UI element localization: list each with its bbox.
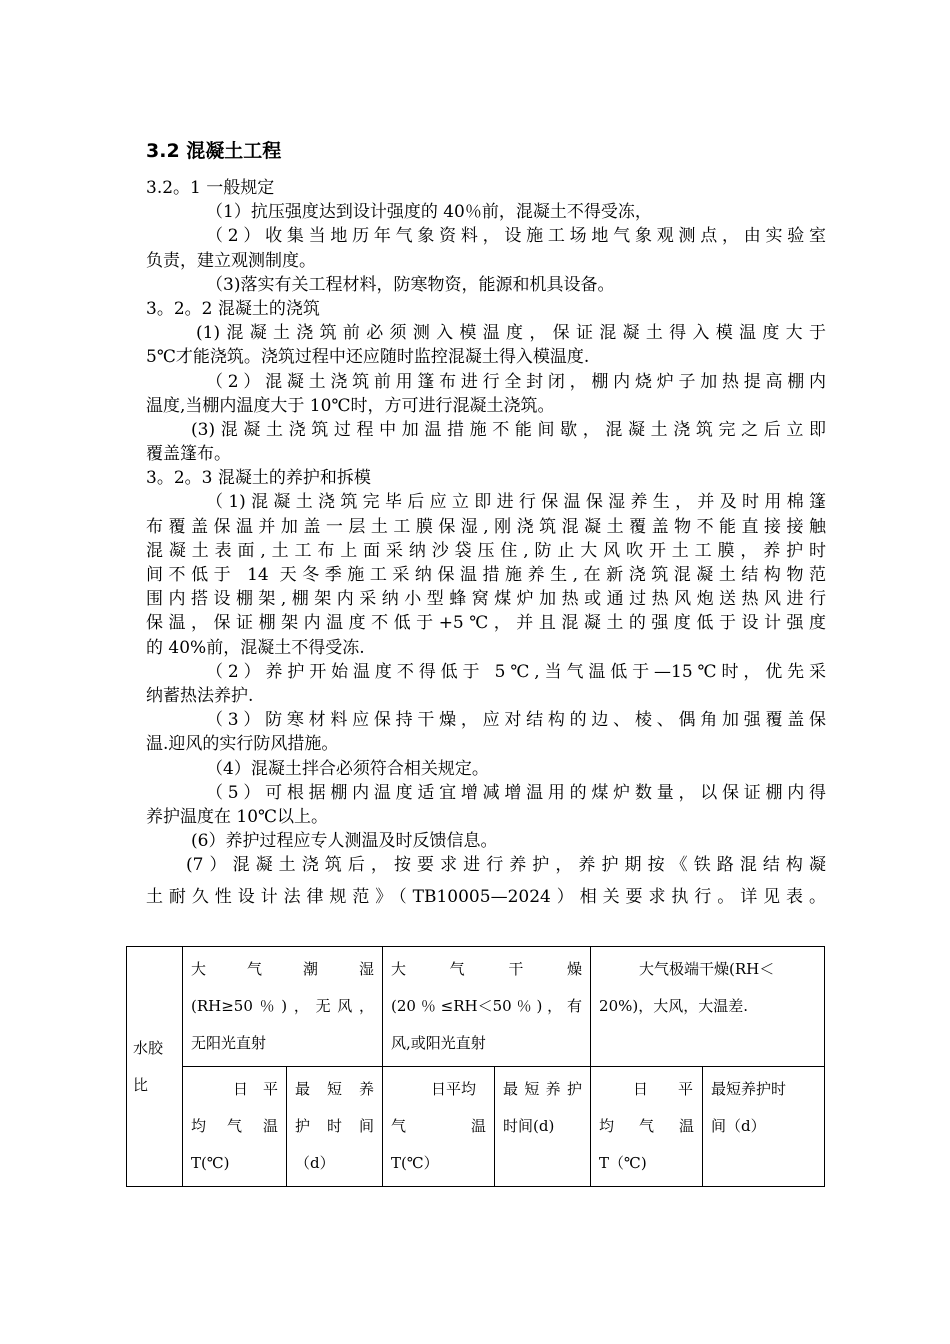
subsection-heading: 3。2。2 混凝土的浇筑 [146,298,320,319]
cell-text: 气 温 [391,1117,487,1135]
paragraph-line: 保温，保证棚架内温度不低于+5℃，并且混凝土的强度低于设计强度 [146,613,826,634]
paragraph-line: 覆盖篷布。 [146,444,231,465]
group-header-extreme-dry [591,947,825,1067]
paragraph-line: 布覆盖保温并加盖一层土工膜保湿,刚浇筑混凝土覆盖物不能直接接触 [146,516,826,537]
paragraph-line: 温.迎风的实行防风措施。 [146,734,339,755]
paragraph-line: 纳蓄热法养护. [146,685,254,706]
paragraph-line: 围内搭设棚架,棚架内采纳小型蜂窝煤炉加热或通过热风炮送热风进行 [146,589,826,610]
cell-text: T(℃) [191,1154,230,1172]
paragraph-line: 间不低于 14 天冬季施工采纳保温措施养生,在新浇筑混凝土结构物范 [146,565,826,585]
cell-text: 20%)，大风，大温差. [599,997,748,1015]
paragraph-line: 混凝土表面,土工布上面采纳沙袋压住,防止大风吹开土工膜，养护时 [146,540,826,561]
sub-header-temp [183,1067,287,1187]
paragraph-line: 5℃才能浇筑。浇筑过程中还应随时监控混凝土得入模温度. [146,347,590,368]
sub-header-temp [383,1067,495,1187]
paragraph-line: （2）养护开始温度不得低于 5℃,当气温低于—15℃时，优先采 [206,661,826,682]
paragraph-line: 土耐久性设计法律规范》（TB10005—2024）相关要求执行。详见表。 [146,887,826,908]
subsection-heading: 3。2。3 混凝土的养护和拆模 [146,468,371,489]
paragraph-line: （1)混凝土浇筑完毕后应立即进行保温保湿养生，并及时用棉篷 [206,492,826,513]
paragraph-line: 养护温度在 10℃以上。 [146,806,329,827]
paragraph-line: （2）收集当地历年气象资料，设施工场地气象观测点，由实验室 [206,226,826,247]
paragraph-line: (1)混凝土浇筑前必须测入模温度，保证混凝土得入模温度大于 [196,323,826,344]
subsection-heading: 3.2。1 一般规定 [146,178,275,198]
cell-text: 大气极端干燥(RH＜ [639,960,775,978]
sub-header-time [287,1067,383,1187]
cell-text: (RH≥50％)，无风， [191,997,375,1015]
cell-text: 日 平 [633,1080,694,1098]
cell-text: 时间(d) [503,1117,555,1135]
cell-text: 护 时 间 [295,1117,375,1135]
paragraph-line: （3）防寒材料应保持干燥，应对结构的边、棱、偶角加强覆盖保 [206,710,826,731]
paragraph-line: （2）混凝土浇筑前用篷布进行全封闭，棚内烧炉子加热提高棚内 [206,371,826,392]
cell-text: (20％≤RH＜50％)，有 [391,997,583,1015]
paragraph-line: （4）混凝土拌合必须符合相关规定。 [206,758,489,779]
paragraph-line: （1）抗压强度达到设计强度的 40％前，混凝土不得受冻， [206,202,652,223]
paragraph-line: （3)落实有关工程材料，防寒物资，能源和机具设备。 [206,274,615,295]
cell-text: （d） [295,1154,335,1172]
cell-text: 大 气 干 燥 [391,960,583,978]
paragraph-line: （5）可根据棚内温度适宜增减增温用的煤炉数量，以保证棚内得 [206,782,826,803]
cell-text: 间（d） [711,1117,766,1135]
body-text [146,176,826,910]
cell-text: T(℃） [391,1154,439,1172]
paragraph-line: 的 40%前，混凝土不得受冻. [146,637,365,658]
section-title: 3.2 混凝土工程 [146,140,282,162]
cell-text: 无阳光直射 [191,1034,267,1052]
row-header-label: 水胶比 [133,1038,164,1094]
group-header-dry [383,947,591,1067]
curing-table [126,946,825,1187]
row-header-cell [127,947,183,1187]
cell-text: 日平均 [431,1080,477,1098]
sub-header-time [495,1067,591,1187]
cell-text: 日 平 [232,1080,278,1098]
paragraph-line: (3)混凝土浇筑过程中加温措施不能间歇，混凝土浇筑完之后立即 [191,419,826,440]
cell-text: T（℃) [599,1154,647,1172]
paragraph-line: (6）养护过程应专人测温及时反馈信息。 [191,831,498,852]
group-header-humid [183,947,383,1067]
cell-text: 风,或阳光直射 [391,1034,486,1052]
cell-text: 最短养护 [503,1080,583,1098]
cell-text: 均 气 温 [599,1117,695,1135]
paragraph-line: (7）混凝土浇筑后，按要求进行养护，养护期按《铁路混结构凝 [186,855,826,876]
sub-header-time [703,1067,825,1187]
paragraph-line: 负责，建立观测制度。 [146,250,316,271]
sub-header-temp [591,1067,703,1187]
cell-text: 最 短 养 [295,1080,375,1098]
cell-text: 均 气 温 [191,1117,278,1135]
cell-text: 大 气 潮 湿 [191,960,375,978]
cell-text: 最短养护时 [711,1080,787,1098]
paragraph-line: 温度,当棚内温度大于 10℃时，方可进行混凝土浇筑。 [146,395,555,416]
